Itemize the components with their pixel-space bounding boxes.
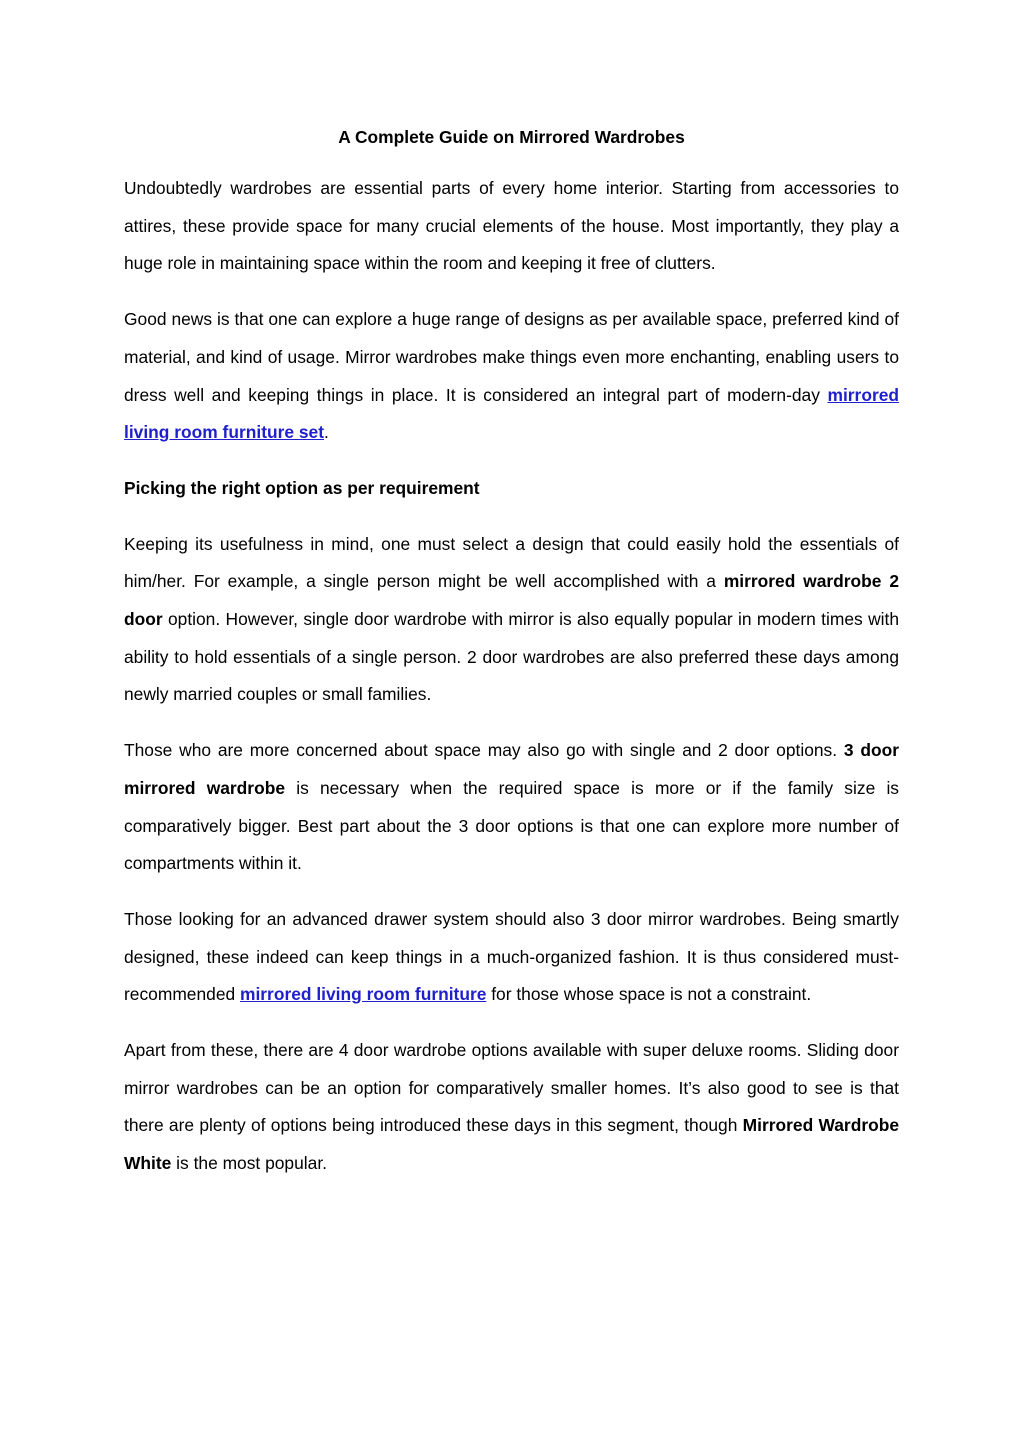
paragraph-drawer-system-text-1: Those looking for an advanced drawer system should also 3 door mirror wardrobes. Being smartly designed, these indeed can keep things in a much-organized fashion. It is thus considered must-recommended [124,908,899,1005]
bold-mirrored-wardrobe-white: Mirrored Wardrobe White [124,1115,899,1174]
paragraph-four-door-text-1: Apart from these, there are 4 door wardrobe options available with super deluxe rooms. Sliding door mirror wardrobes can be an option for comparatively smaller homes. It’s also good to see is that there are plenty of options being introduced these days in this segment, though [124,1040,899,1136]
link-mirrored-living-room-furniture-set[interactable]: mirrored living room furniture set [124,384,899,443]
paragraph-four-door-text-2: is the most popular. [171,1153,327,1174]
paragraph-designs-text: Good news is that one can explore a huge range of designs as per available space, preferred kind of material, and kind of usage. Mirror wardrobes make things even more enchanting, enabling users to dress well and keeping things in place. It is considered an integral part of modern-day [124,309,899,405]
section-heading: Picking the right option as per requirement [124,477,480,498]
paragraph-usefulness-text-1: Keeping its usefulness in mind, one must select a design that could easily hold the essentials of him/her. For example, a single person might be well accomplished with a [124,533,899,592]
paragraph-four-door [124,1032,899,1183]
document-title: A Complete Guide on Mirrored Wardrobes [338,127,685,147]
bold-3-door-mirrored-wardrobe: 3 door mirrored wardrobe [124,740,900,798]
paragraph-drawer-system [124,901,899,1014]
paragraph-usefulness [124,526,899,715]
bold-mirrored-wardrobe-2-door: mirrored wardrobe 2 door [124,571,899,630]
paragraph-space-text-1: Those who are more concerned about space may also go with single and 2 door options. [124,740,844,761]
paragraph-usefulness-text-2: option. However, single door wardrobe with mirror is also equally popular in modern times with ability to hold essentials of a single person. 2 door wardrobes are also preferred these days among newly married couples or small families. [124,609,899,705]
paragraph-intro-text: Undoubtedly wardrobes are essential parts of every home interior. Starting from accessories to attires, these provide space for many crucial elements of the house. Most importantly, they play a huge role in maintaining space within the room and keeping it free of clutters. [124,178,899,274]
document-body [124,122,899,1201]
paragraph-space-text-2: is necessary when the required space is more or if the family size is comparatively bigger. Best part about the 3 door options is that one can explore more number of compartments within it. [124,777,899,874]
paragraph-space [124,732,899,883]
paragraph-designs [124,301,899,452]
paragraph-designs-end: . [324,422,329,443]
link-mirrored-living-room-furniture[interactable]: mirrored living room furniture [240,984,487,1005]
paragraph-drawer-system-text-2: for those whose space is not a constraint. [486,984,812,1005]
paragraph-intro [124,170,899,283]
